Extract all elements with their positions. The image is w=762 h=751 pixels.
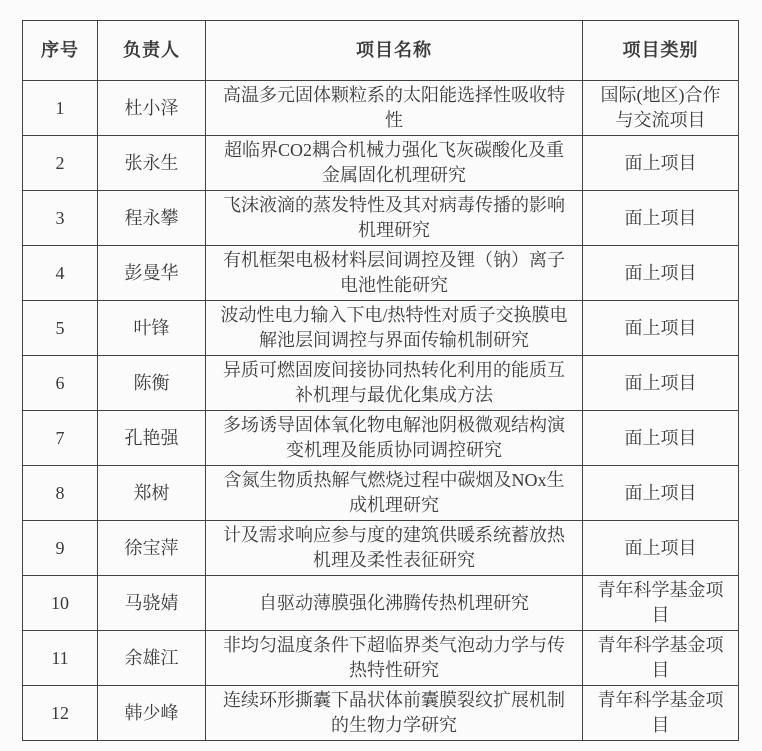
table-row <box>23 81 739 136</box>
project-table-document <box>22 20 739 741</box>
table-row <box>23 686 739 741</box>
header-project-name: 项目名称 <box>206 21 583 81</box>
cell-serial-number: 9 <box>23 521 98 576</box>
cell-leader: 程永攀 <box>98 191 206 246</box>
cell-project-category: 面上项目 <box>583 521 739 576</box>
header-project-category: 项目类别 <box>583 21 739 81</box>
cell-project-name: 多场诱导固体氧化物电解池阴极微观结构演变机理及能质协同调控研究 <box>206 411 583 466</box>
cell-serial-number: 11 <box>23 631 98 686</box>
cell-serial-number: 5 <box>23 301 98 356</box>
cell-project-category: 面上项目 <box>583 301 739 356</box>
cell-serial-number: 10 <box>23 576 98 631</box>
cell-leader: 韩少峰 <box>98 686 206 741</box>
cell-serial-number: 7 <box>23 411 98 466</box>
cell-serial-number: 12 <box>23 686 98 741</box>
cell-serial-number: 1 <box>23 81 98 136</box>
cell-project-name: 波动性电力输入下电/热特性对质子交换膜电解池层间调控与界面传输机制研究 <box>206 301 583 356</box>
cell-project-category: 面上项目 <box>583 356 739 411</box>
table-row <box>23 136 739 191</box>
cell-serial-number: 8 <box>23 466 98 521</box>
cell-serial-number: 2 <box>23 136 98 191</box>
cell-leader: 徐宝萍 <box>98 521 206 576</box>
cell-leader: 陈衡 <box>98 356 206 411</box>
cell-project-category: 青年科学基金项目 <box>583 576 739 631</box>
cell-project-name: 连续环形撕囊下晶状体前囊膜裂纹扩展机制的生物力学研究 <box>206 686 583 741</box>
header-leader: 负责人 <box>98 21 206 81</box>
table-row <box>23 246 739 301</box>
table-row <box>23 466 739 521</box>
cell-project-name: 自驱动薄膜强化沸腾传热机理研究 <box>206 576 583 631</box>
cell-project-category: 青年科学基金项目 <box>583 686 739 741</box>
cell-leader: 杜小泽 <box>98 81 206 136</box>
header-serial-number: 序号 <box>23 21 98 81</box>
cell-serial-number: 4 <box>23 246 98 301</box>
table-row <box>23 411 739 466</box>
cell-project-name: 高温多元固体颗粒系的太阳能选择性吸收特性 <box>206 81 583 136</box>
cell-leader: 余雄江 <box>98 631 206 686</box>
cell-project-category: 面上项目 <box>583 136 739 191</box>
cell-project-name: 飞沫液滴的蒸发特性及其对病毒传播的影响机理研究 <box>206 191 583 246</box>
table-row <box>23 576 739 631</box>
table-row <box>23 356 739 411</box>
table-header-row <box>23 21 739 81</box>
cell-serial-number: 6 <box>23 356 98 411</box>
cell-leader: 张永生 <box>98 136 206 191</box>
cell-serial-number: 3 <box>23 191 98 246</box>
cell-project-category: 面上项目 <box>583 191 739 246</box>
cell-project-name: 非均匀温度条件下超临界类气泡动力学与传热特性研究 <box>206 631 583 686</box>
table-row <box>23 521 739 576</box>
project-table <box>22 20 739 741</box>
table-row <box>23 191 739 246</box>
cell-leader: 彭曼华 <box>98 246 206 301</box>
cell-project-name: 超临界CO2耦合机械力强化飞灰碳酸化及重金属固化机理研究 <box>206 136 583 191</box>
cell-project-name: 含氮生物质热解气燃烧过程中碳烟及NOx生成机理研究 <box>206 466 583 521</box>
cell-project-category: 面上项目 <box>583 411 739 466</box>
cell-leader: 郑树 <box>98 466 206 521</box>
cell-project-name: 异质可燃固废间接协同热转化利用的能质互补机理与最优化集成方法 <box>206 356 583 411</box>
table-row <box>23 301 739 356</box>
cell-project-category: 国际(地区)合作与交流项目 <box>583 81 739 136</box>
cell-project-category: 面上项目 <box>583 246 739 301</box>
cell-project-category: 面上项目 <box>583 466 739 521</box>
cell-leader: 孔艳强 <box>98 411 206 466</box>
cell-leader: 叶锋 <box>98 301 206 356</box>
table-row <box>23 631 739 686</box>
cell-project-category: 青年科学基金项目 <box>583 631 739 686</box>
cell-project-name: 计及需求响应参与度的建筑供暖系统蓄放热机理及柔性表征研究 <box>206 521 583 576</box>
cell-leader: 马骁婧 <box>98 576 206 631</box>
cell-project-name: 有机框架电极材料层间调控及锂（钠）离子电池性能研究 <box>206 246 583 301</box>
